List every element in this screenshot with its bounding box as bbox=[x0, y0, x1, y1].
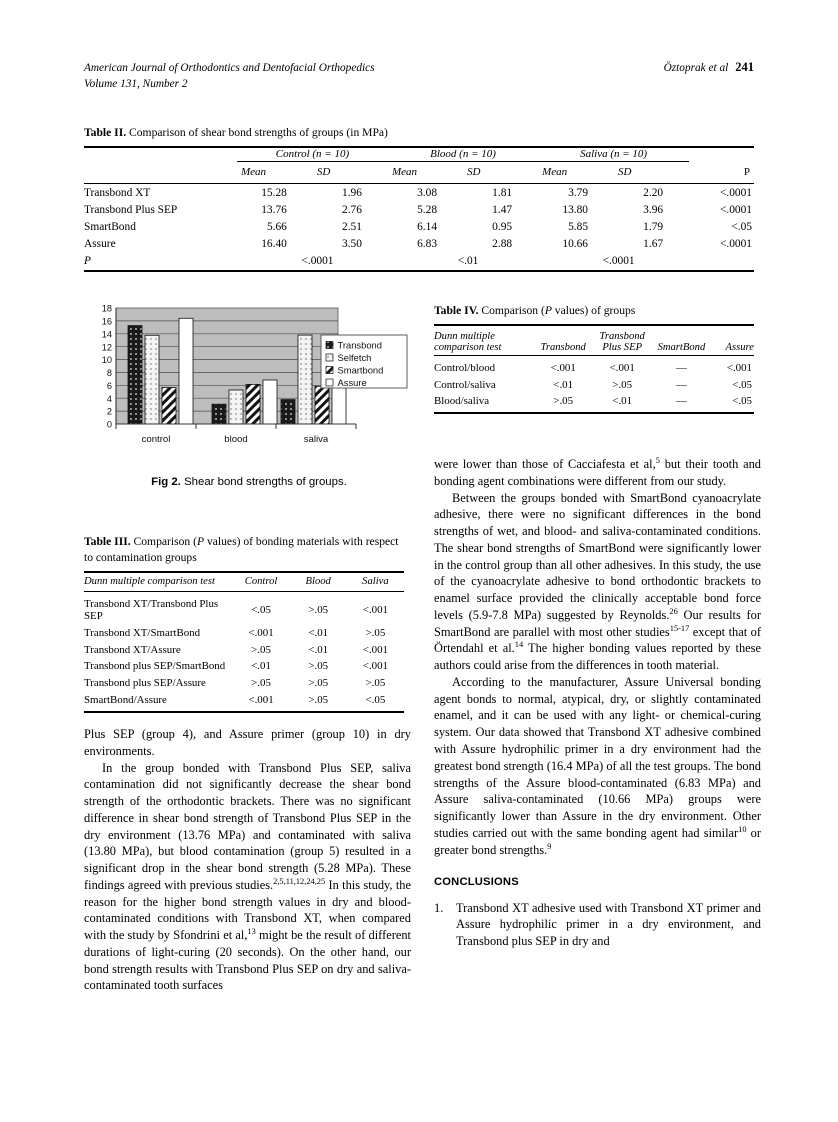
table-row bbox=[434, 393, 754, 413]
table-4-r2-tplus: <.01 bbox=[612, 395, 633, 408]
x-tick-labels bbox=[142, 434, 329, 445]
table-4-caption-pre: Comparison ( bbox=[481, 304, 545, 317]
table-2-label: Table II. bbox=[84, 126, 127, 139]
table-3-r5-test: SmartBond/Assure bbox=[84, 693, 167, 706]
table-4-r1-transbond: <.01 bbox=[553, 378, 574, 391]
table-4-head-test bbox=[434, 325, 534, 356]
table-4-header-row bbox=[434, 325, 754, 356]
svg-text:blood: blood bbox=[224, 434, 248, 445]
table-3-head-test: Dunn multiple comparison test bbox=[84, 576, 215, 588]
table-2-r3-saliva-sd: 1.67 bbox=[643, 238, 664, 251]
table-3-caption-p: P bbox=[196, 535, 205, 548]
table-2-r1-p: <.0001 bbox=[719, 203, 752, 216]
table-2-head-p: P bbox=[743, 165, 750, 178]
table-4-head-tplus-l2: Plus SEP bbox=[602, 342, 643, 353]
table-4-r1-smartbond: — bbox=[675, 378, 687, 391]
running-head bbox=[84, 60, 754, 92]
right-paragraph-1 bbox=[434, 456, 761, 490]
list-item bbox=[434, 900, 761, 950]
right-p1-part-a: were lower than those of Cacciafesta et al, bbox=[434, 457, 656, 471]
table-row bbox=[84, 236, 754, 253]
conclusions-heading: CONCLUSIONS bbox=[434, 876, 519, 889]
table-3-r3-control: <.01 bbox=[251, 660, 271, 673]
table-2-r2-saliva-sd: 1.79 bbox=[643, 220, 664, 233]
figure-2-label: Fig 2. bbox=[151, 476, 181, 488]
table-2-r0-control-mean: 15.28 bbox=[261, 186, 287, 199]
table-2-head-control-sd: SD bbox=[316, 166, 331, 178]
journal-volume: Volume 131, Number 2 bbox=[84, 78, 188, 91]
body-column-left bbox=[84, 726, 411, 994]
table-2 bbox=[84, 126, 754, 272]
table-2-caption-text: Comparison of shear bond strengths of groups (in MPa) bbox=[129, 126, 388, 139]
table-4-r2-transbond: >.05 bbox=[553, 395, 574, 408]
table-4-r0-test: Control/blood bbox=[434, 362, 496, 374]
right-paragraph-3 bbox=[434, 674, 761, 858]
table-4-caption bbox=[434, 304, 754, 317]
table-3-r4-control: >.05 bbox=[251, 677, 271, 690]
table-3-r1-control: <.001 bbox=[248, 626, 274, 639]
table-3-r0-control: <.05 bbox=[251, 604, 271, 617]
table-3 bbox=[84, 534, 404, 713]
table-2-r1-control-sd: 2.76 bbox=[342, 203, 362, 216]
conclusion-1-number: 1. bbox=[434, 900, 444, 915]
right-paragraph-2 bbox=[434, 490, 761, 674]
table-row bbox=[84, 218, 754, 235]
table-2-r2-control-mean: 5.66 bbox=[266, 220, 287, 233]
table-4-r1-test: Control/saliva bbox=[434, 378, 496, 391]
svg-text:saliva: saliva bbox=[303, 434, 329, 445]
right-p2-ref-1: 26 bbox=[669, 606, 678, 616]
authors-name: Öztoprak et al bbox=[663, 62, 729, 74]
svg-text:Assure: Assure bbox=[337, 377, 367, 389]
svg-text:Transbond: Transbond bbox=[337, 339, 382, 351]
table-2-group-header-row bbox=[84, 147, 754, 162]
table-row bbox=[84, 692, 404, 712]
table-2-r1-material: Transbond Plus SEP bbox=[84, 203, 178, 216]
y-tick-labels bbox=[102, 304, 112, 430]
table-4-head-transbond: Transbond bbox=[540, 342, 586, 353]
table-3-head-blood: Blood bbox=[305, 576, 331, 588]
table-3-r1-test: Transbond XT/SmartBond bbox=[84, 626, 201, 639]
table-2-r3-control-mean: 16.40 bbox=[261, 238, 287, 251]
body-column-right bbox=[434, 456, 761, 950]
left-paragraph-2 bbox=[84, 760, 411, 995]
table-3-caption-pre: Comparison ( bbox=[133, 535, 197, 548]
table-2-r3-control-sd: 3.50 bbox=[342, 238, 362, 251]
table-4 bbox=[434, 304, 754, 414]
svg-text:6: 6 bbox=[106, 380, 112, 391]
table-3-r2-blood: <.01 bbox=[308, 643, 329, 656]
svg-text:2: 2 bbox=[106, 406, 112, 417]
table-2-p-saliva: <.0001 bbox=[602, 255, 635, 268]
right-p2-part-c: except that of Örtendahl et al. bbox=[434, 624, 761, 656]
table-2-r0-material: Transbond XT bbox=[84, 186, 151, 199]
svg-text:0: 0 bbox=[106, 419, 112, 430]
table-3-r5-blood: >.05 bbox=[308, 693, 329, 706]
conclusion-1-text: Transbond XT adhesive used with Transbond XT primer and Assure hydrophilic primer in a dry environment, and Transbond plus SEP in dry and bbox=[456, 900, 761, 949]
table-row bbox=[84, 624, 404, 641]
table-4-head-test-l2: comparison test bbox=[434, 342, 502, 353]
table-3-r3-saliva: <.001 bbox=[362, 660, 388, 673]
left-p2-ref-1: 2,5,11,12,24,25 bbox=[273, 876, 326, 886]
table-4-caption-p: P bbox=[544, 304, 552, 317]
table-2-r0-blood-mean: 3.08 bbox=[417, 186, 438, 199]
table-2-r3-material: Assure bbox=[84, 238, 116, 251]
table-2-r1-control-mean: 13.76 bbox=[261, 203, 287, 216]
table-2-r1-saliva-sd: 3.96 bbox=[643, 203, 664, 216]
table-4-r0-transbond: <.001 bbox=[550, 362, 576, 374]
svg-text:Selfetch: Selfetch bbox=[337, 352, 372, 364]
table-2-r1-blood-sd: 1.47 bbox=[492, 203, 513, 216]
table-2-r0-control-sd: 1.96 bbox=[342, 186, 362, 199]
left-p2-part-c: might be the result of different durations of light-curing (20 seconds). On the other hand, our bond strength results with Transbond Plus SEP on dry and saliva-contaminated tooth surfaces bbox=[84, 928, 411, 993]
table-3-r5-control: <.001 bbox=[248, 693, 274, 706]
table-2-p-row bbox=[84, 253, 754, 271]
table-3-head-control: Control bbox=[244, 576, 278, 588]
table-3-r3-blood: >.05 bbox=[308, 660, 329, 673]
table-2-caption bbox=[84, 126, 754, 139]
svg-text:18: 18 bbox=[101, 303, 112, 314]
bar-chart-svg bbox=[84, 302, 409, 454]
table-4-r0-assure: <.001 bbox=[726, 362, 752, 374]
table-2-head-saliva-sd: SD bbox=[618, 166, 632, 178]
table-4-head-smartbond: SmartBond bbox=[657, 342, 706, 353]
svg-text:16: 16 bbox=[101, 316, 112, 327]
table-3-r0-blood: >.05 bbox=[308, 604, 329, 617]
table-row bbox=[434, 356, 754, 377]
right-p3-ref-2: 9 bbox=[547, 841, 552, 851]
table-2-r0-p: <.0001 bbox=[719, 186, 752, 199]
table-3-r4-blood: >.05 bbox=[308, 677, 329, 690]
table-4-head-tplus bbox=[593, 325, 652, 356]
table-2-head-saliva-mean: Mean bbox=[542, 166, 568, 178]
table-2-head-control-mean: Mean bbox=[240, 166, 267, 178]
table-2-r3-saliva-mean: 10.66 bbox=[562, 238, 589, 251]
table-row bbox=[84, 184, 754, 202]
table-2-head-blood-sd: SD bbox=[467, 166, 481, 178]
right-p2-ref-3: 14 bbox=[514, 640, 524, 650]
table-4-r2-smartbond: — bbox=[675, 395, 687, 408]
table-2-p-blood: <.01 bbox=[457, 255, 479, 268]
table-3-r5-saliva: <.05 bbox=[365, 693, 386, 706]
table-2-grid bbox=[84, 146, 754, 272]
figure-2 bbox=[84, 302, 414, 488]
table-2-r1-saliva-mean: 13.80 bbox=[562, 203, 589, 216]
right-p3-part-a: According to the manufacturer, Assure Universal bonding agent bonds to normal, atypical, dry, or slightly contaminated enamel, and it can be used with any light- or chemical-curing system. Our data showed that Transbond XT adhesive combined with Assure hydrophilic primer in a dry environment had the greatest bond strength (16.4 MPa) of all the test groups. The bond strengths of the Assure blood-contaminated (6.83 MPa) and Assure saliva-contaminated (10.66 MPa) groups were significantly lower than Assure in the dry environment. Other studies carried out with the same bonding agent had similar bbox=[434, 674, 761, 840]
left-paragraph-1: Plus SEP (group 4), and Assure primer (group 10) in dry environments. bbox=[84, 727, 411, 758]
table-row bbox=[84, 641, 404, 658]
figure-2-caption bbox=[84, 476, 414, 488]
svg-text:4: 4 bbox=[106, 393, 112, 404]
table-2-r2-saliva-mean: 5.85 bbox=[568, 220, 589, 233]
table-2-subheader-row bbox=[84, 162, 754, 184]
right-p2-part-b: Our results for SmartBond are parallel with most other studies bbox=[434, 607, 761, 639]
table-3-header-row bbox=[84, 572, 404, 592]
right-p1-ref: 5 bbox=[655, 455, 660, 465]
table-4-r2-test: Blood/saliva bbox=[434, 395, 490, 408]
table-3-r4-saliva: >.05 bbox=[365, 677, 386, 690]
left-p2-part-b: In this study, the reason for the higher bond strength values in dry and blood-contaminated conditions with Transbond XT, when compared with the study by Sfondrini et al, bbox=[84, 877, 411, 943]
table-row bbox=[84, 675, 404, 692]
table-row bbox=[84, 201, 754, 218]
table-2-head-blood-mean: Mean bbox=[391, 166, 417, 178]
bar-chart bbox=[84, 302, 409, 454]
svg-text:Smartbond: Smartbond bbox=[337, 364, 384, 376]
table-2-r0-saliva-mean: 3.79 bbox=[568, 186, 589, 199]
table-2-r2-blood-sd: 0.95 bbox=[492, 220, 513, 233]
table-2-r3-blood-mean: 6.83 bbox=[417, 238, 438, 251]
left-p2-part-a: In the group bonded with Transbond Plus SEP, saliva contamination did not significantly decrease the shear bond strength of the orthodontic brackets. There was no significant difference in shear bond strength of Transbond Plus SEP in the dry environment (13.76 MPa) and contaminated with saliva (13.80 MPa), but blood contamination (group 5) resulted in a significant drop in the shear bond strength (5.28 MPa). These findings agreed with previous studies. bbox=[84, 760, 411, 892]
table-4-head-test-l1: Dunn multiple bbox=[434, 331, 495, 342]
table-2-p-control: <.0001 bbox=[301, 255, 334, 268]
table-3-r2-saliva: <.001 bbox=[362, 643, 388, 656]
chart-legend bbox=[321, 335, 407, 388]
table-2-r3-p: <.0001 bbox=[719, 238, 752, 251]
journal-name: American Journal of Orthodontics and Dentofacial Orthopedics bbox=[84, 62, 375, 74]
table-3-r2-test: Transbond XT/Assure bbox=[84, 643, 181, 656]
table-2-p-row-label: P bbox=[84, 255, 91, 268]
table-2-r1-blood-mean: 5.28 bbox=[417, 203, 438, 216]
svg-text:12: 12 bbox=[101, 342, 112, 353]
svg-text:8: 8 bbox=[106, 368, 112, 378]
table-row bbox=[434, 376, 754, 393]
table-2-r0-blood-sd: 1.81 bbox=[492, 186, 513, 199]
table-3-r3-test: Transbond plus SEP/SmartBond bbox=[84, 660, 226, 673]
table-2-group-blood: Blood (n = 10) bbox=[388, 147, 538, 162]
table-4-label: Table IV. bbox=[434, 304, 479, 317]
table-row bbox=[84, 592, 404, 625]
table-3-head-saliva: Saliva bbox=[362, 576, 389, 588]
table-4-r0-smartbond: — bbox=[675, 362, 687, 374]
table-3-r0-saliva: <.001 bbox=[362, 604, 388, 617]
table-3-caption bbox=[84, 534, 404, 565]
left-p2-ref-2: 13 bbox=[247, 927, 256, 937]
table-4-r2-assure: <.05 bbox=[732, 395, 752, 408]
right-p3-part-b: or greater bond strengths. bbox=[434, 825, 761, 857]
svg-text:10: 10 bbox=[101, 355, 112, 366]
journal-title-block bbox=[84, 60, 375, 92]
table-2-r0-saliva-sd: 2.20 bbox=[643, 186, 664, 199]
table-4-r1-tplus: >.05 bbox=[612, 378, 633, 391]
table-4-r0-tplus: <.001 bbox=[609, 362, 635, 374]
table-4-r1-assure: <.05 bbox=[732, 378, 752, 391]
table-2-r2-p: <.05 bbox=[731, 220, 752, 233]
page-number: 241 bbox=[735, 60, 754, 74]
authors-and-page bbox=[664, 60, 754, 75]
table-4-head-assure: Assure bbox=[725, 342, 754, 353]
right-p3-ref-1: 10 bbox=[738, 824, 747, 834]
table-4-caption-post: values) of groups bbox=[551, 304, 636, 317]
table-3-r0-test: Transbond XT/Transbond Plus SEP bbox=[84, 598, 219, 623]
right-p2-part-d: The higher bonding values reported by these authors could arise from the differences in tooth material. bbox=[434, 641, 761, 673]
table-row bbox=[84, 658, 404, 675]
table-2-group-saliva: Saliva (n = 10) bbox=[538, 147, 689, 162]
table-3-r1-blood: <.01 bbox=[308, 626, 329, 639]
table-3-r2-control: >.05 bbox=[251, 643, 271, 656]
table-2-r2-control-sd: 2.51 bbox=[342, 220, 362, 233]
svg-text:14: 14 bbox=[101, 329, 112, 340]
figure-2-caption-text: Shear bond strengths of groups. bbox=[184, 476, 347, 488]
table-4-head-tplus-l1: Transbond bbox=[599, 331, 645, 342]
table-2-r3-blood-sd: 2.88 bbox=[492, 238, 513, 251]
right-p2-part-a: Between the groups bonded with SmartBond cyanoacrylate adhesive, there were no significant differences in the bond strengths of wet, and blood- and saliva-contaminated conditions. The shear bond strengths of SmartBond were significantly lower in the control group than all other adhesives. In this study, the use of the cyanoacrylate adhesive to bond orthodontic brackets to enamel surface provided the clinically acceptable bond force levels (5.9-7.8 MPa) suggested by Reynolds. bbox=[434, 490, 761, 622]
table-3-r4-test: Transbond plus SEP/Assure bbox=[84, 677, 206, 690]
table-4-grid bbox=[434, 324, 754, 414]
svg-text:control: control bbox=[141, 434, 171, 445]
right-p1-part-b: but their tooth and bonding agent combinations were different from our study. bbox=[434, 457, 761, 488]
table-3-caption-post: values) of bonding materials with respect to contamination groups bbox=[84, 535, 399, 564]
table-3-label: Table III. bbox=[84, 535, 131, 548]
right-p2-ref-2: 15-17 bbox=[669, 623, 690, 633]
table-3-r1-saliva: >.05 bbox=[365, 626, 386, 639]
table-3-grid bbox=[84, 571, 404, 713]
conclusions-list bbox=[434, 900, 761, 950]
table-2-r2-blood-mean: 6.14 bbox=[417, 220, 438, 233]
table-2-group-control: Control (n = 10) bbox=[237, 147, 388, 162]
table-2-r2-material: SmartBond bbox=[84, 220, 136, 233]
